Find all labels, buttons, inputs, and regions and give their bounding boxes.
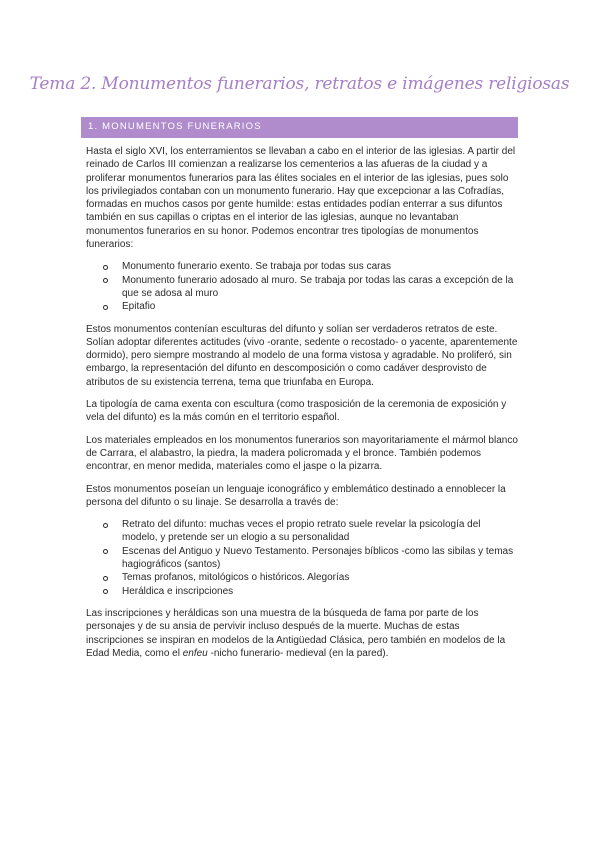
paragraph-6: [86, 607, 518, 660]
list-item-text: Temas profanos, mitológicos o históricos. Alegorías: [122, 572, 350, 584]
list-item: [86, 300, 518, 313]
list-item-text: Retrato del difunto: muchas veces el propio retrato suele revelar la psicología del modelo, y pretende ser un elogio a su personalidad: [122, 519, 481, 544]
list-item-text: Escenas del Antiguo y Nuevo Testamento. Personajes bíblicos -como las sibilas y temas hagiográficos (santos): [122, 545, 514, 571]
section-heading: 1. MONUMENTOS FUNERARIOS: [88, 121, 262, 132]
list-item-text: Heráldica e inscripciones: [122, 585, 234, 597]
lenguaje-list: [86, 518, 518, 598]
paragraph-3: La tipología de cama exenta con escultura (como trasposición de la ceremonia de exposición y vela del difunto) es la más común en el territorio español.: [86, 399, 507, 424]
bullet-icon: [103, 278, 108, 283]
section-heading-bar: [81, 117, 518, 138]
paragraph-4: Los materiales empleados en los monumentos funerarios son mayoritariamente el mármol blanco de Carrara, el alabastro, la piedra, la madera policromada y el bronce. También podemos encontrar, en menor medida, materiales como el jaspe o la pizarra.: [86, 434, 518, 473]
paragraph-6-text: Las inscripciones y heráldicas son una muestra de la búsqueda de fama por parte de los personajes y de su ansia de pervivir incluso después de la muerte. Muchas de estas inscripciones se inspiran en modelos de la Antigüedad Clásica, pero también en modelos de la Edad Media, como el: [86, 607, 506, 659]
paragraph-1: Hasta el siglo XVI, los enterramientos se llevaban a cabo en el interior de las iglesias. A partir del reinado de Carlos III comienzan a realizarse los cementerios a las afueras de la ciudad y a proliferar monumentos funerarios para las élites sociales en el interior de las iglesias, pues solo los privilegiados contaban con un monumento funerario. Hay que excepcionar a las Cofradías, formadas en muchos casos por gente humilde: estas entidades podían enterrar a sus difuntos también en sus capillas o criptas en el interior de las iglesias, aunque no levantaban monumentos funerarios en su honor. Podemos encontrar tres tipologías de monumentos funerarios:: [86, 146, 516, 251]
enfeu-term: enfeu: [182, 647, 208, 659]
bullet-icon: [103, 265, 108, 270]
paragraph-6-text-end: -nicho funerario- medieval (en la pared).: [207, 647, 389, 659]
bullet-icon: [103, 576, 108, 581]
paragraph-2: Estos monumentos contenían esculturas del difunto y solían ser verdaderos retratos de este. Solían adoptar diferentes actitudes (vivo -orante, sedente o recostado- o yacente, aparentemente dormido), pero siempre mostrando al modelo de una forma vistosa y agradable. No proliferó, sin embargo, la representación del difunto en descomposición o como cadáver desprovisto de atributos de su existencia terrena, tema que triunfaba en Europa.: [86, 323, 518, 388]
bullet-icon: [103, 305, 108, 310]
document-body: [86, 145, 518, 669]
list-item: [86, 518, 518, 545]
list-item: [86, 545, 518, 572]
list-item-text: Monumento funerario exento. Se trabaja por todas sus caras: [122, 261, 392, 273]
paragraph-5: Estos monumentos poseían un lenguaje iconográfico y emblemático destinado a ennoblecer la persona del difunto o su linaje. Se desarrolla a través de:: [86, 483, 506, 508]
bullet-icon: [103, 523, 108, 528]
bullet-icon: [103, 549, 108, 554]
list-item: [86, 260, 518, 273]
list-item-text: Monumento funerario adosado al muro. Se trabaja por todas las caras a excepción de la que se adosa al muro: [122, 274, 514, 299]
tipologias-list: [86, 260, 518, 313]
list-item: [86, 274, 518, 301]
bullet-icon: [103, 589, 108, 594]
list-item: [86, 571, 518, 584]
list-item-text: Epitafio: [122, 301, 156, 313]
page-title: Tema 2. Monumentos funerarios, retratos e imágenes religiosas: [29, 74, 570, 94]
list-item: [86, 585, 518, 598]
